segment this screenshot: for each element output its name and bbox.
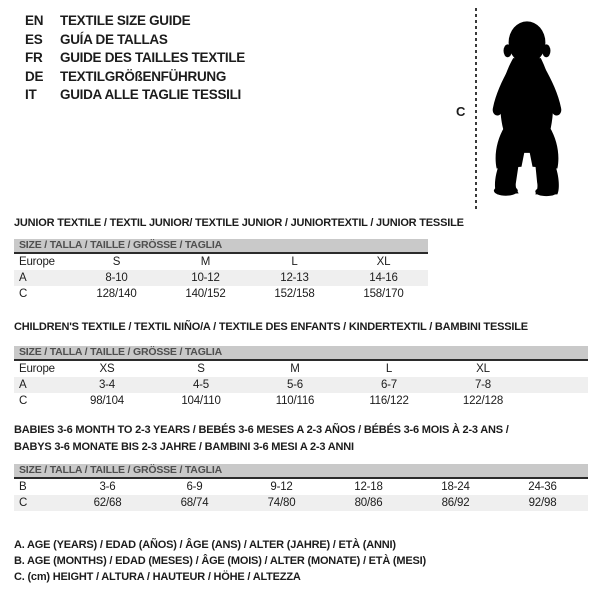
section-title-children: CHILDREN'S TEXTILE / TEXTIL NIÑO/A / TEXTILE DES ENFANTS / KINDERTEXTIL / BAMBINI TESSILE bbox=[14, 321, 528, 333]
table-cell: 92/98 bbox=[528, 497, 557, 509]
language-list bbox=[25, 12, 245, 105]
table-cell: XL bbox=[376, 256, 391, 268]
measure-legend bbox=[14, 537, 426, 585]
table-cell: 18-24 bbox=[441, 481, 470, 493]
table-cell: 14-16 bbox=[369, 272, 398, 284]
table-row bbox=[14, 270, 428, 286]
table-row bbox=[14, 495, 588, 511]
size-bar: SIZE / TALLA / TAILLE / GRÖSSE / TAGLIA bbox=[14, 346, 588, 361]
babies-size-table bbox=[14, 464, 588, 511]
table-cell: 74/80 bbox=[267, 497, 296, 509]
table-cell: 86/92 bbox=[441, 497, 470, 509]
table-cell: L bbox=[385, 363, 393, 375]
row-label: C bbox=[19, 497, 28, 509]
table-cell: S bbox=[197, 363, 205, 375]
language-code: EN bbox=[25, 13, 44, 28]
table-cell: M bbox=[200, 256, 211, 268]
table-cell: 158/170 bbox=[363, 288, 404, 300]
table-cell: 4-5 bbox=[192, 379, 210, 391]
row-label: A bbox=[19, 379, 27, 391]
legend-line-c: C. (cm) HEIGHT / ALTURA / HAUTEUR / HÖHE / ALTEZZA bbox=[14, 571, 301, 583]
children-size-table bbox=[14, 346, 588, 409]
legend-line-b: B. AGE (MONTHS) / EDAD (MESES) / ÂGE (MOIS) / ALTER (MONATE) / ETÀ (MESI) bbox=[14, 555, 426, 567]
language-code: FR bbox=[25, 50, 43, 65]
row-label: Europe bbox=[19, 256, 55, 268]
table-cell: 6-9 bbox=[186, 481, 203, 493]
size-bar: SIZE / TALLA / TAILLE / GRÖSSE / TAGLIA bbox=[14, 464, 588, 479]
section-title-babies-line1: BABIES 3-6 MONTH TO 2-3 YEARS / BEBÉS 3-6 MESES A 2-3 AÑOS / BÉBÉS 3-6 MOIS À 2-3 ANS / bbox=[14, 424, 509, 436]
table-cell: 12-13 bbox=[280, 272, 309, 284]
table-cell: 152/158 bbox=[274, 288, 315, 300]
table-cell: 9-12 bbox=[270, 481, 293, 493]
table-cell: 5-6 bbox=[286, 379, 304, 391]
table-cell: L bbox=[291, 256, 298, 268]
baby-silhouette bbox=[481, 6, 573, 206]
table-cell: M bbox=[290, 363, 300, 375]
table-row bbox=[14, 377, 588, 393]
table-cell: 10-12 bbox=[191, 272, 220, 284]
table-cell: 110/116 bbox=[275, 395, 315, 407]
table-cell: 3-4 bbox=[98, 379, 116, 391]
table-cell: 62/68 bbox=[93, 497, 122, 509]
table-cell: 12-18 bbox=[354, 481, 383, 493]
height-measure-label: C bbox=[456, 104, 466, 119]
table-cell: 122/128 bbox=[462, 395, 504, 407]
table-cell: 8-10 bbox=[105, 272, 128, 284]
table-row-header bbox=[14, 361, 588, 377]
table-row bbox=[14, 479, 588, 495]
junior-size-table bbox=[14, 239, 428, 302]
guide-title: TEXTILE SIZE GUIDE bbox=[60, 13, 191, 28]
row-label: B bbox=[19, 481, 27, 493]
language-code: IT bbox=[25, 87, 37, 102]
guide-title: GUIDE DES TAILLES TEXTILE bbox=[60, 50, 246, 65]
row-label: C bbox=[19, 288, 28, 300]
row-label: C bbox=[19, 395, 28, 407]
row-label: Europe bbox=[19, 363, 55, 375]
table-row-header bbox=[14, 254, 428, 270]
legend-line-a: A. AGE (YEARS) / EDAD (AÑOS) / ÂGE (ANS) / ALTER (JAHRE) / ETÀ (ANNI) bbox=[14, 539, 396, 551]
section-title-babies-line2: BABYS 3-6 MONATE BIS 2-3 JAHRE / BAMBINI 3-6 MESI A 2-3 ANNI bbox=[14, 441, 354, 453]
table-cell: 104/110 bbox=[181, 395, 221, 407]
guide-title: GUIDA ALLE TAGLIE TESSILI bbox=[60, 87, 241, 102]
size-bar: SIZE / TALLA / TAILLE / GRÖSSE / TAGLIA bbox=[14, 239, 428, 254]
guide-title: GUÍA DE TALLAS bbox=[60, 31, 168, 47]
table-cell: 128/140 bbox=[96, 288, 137, 300]
language-code: DE bbox=[25, 68, 44, 84]
language-code: ES bbox=[25, 31, 43, 47]
table-row bbox=[14, 393, 588, 409]
dotted-measure-line bbox=[474, 8, 478, 212]
table-cell: 6-7 bbox=[380, 379, 398, 391]
table-cell: 7-8 bbox=[474, 379, 492, 391]
table-cell: 116/122 bbox=[369, 395, 409, 407]
table-cell: 98/104 bbox=[90, 395, 124, 407]
table-cell: XS bbox=[99, 363, 115, 375]
guide-title: TEXTILGRÖßENFÜHRUNG bbox=[60, 68, 227, 84]
table-cell: 68/74 bbox=[180, 497, 209, 509]
table-cell: 24-36 bbox=[528, 481, 557, 493]
table-cell: XL bbox=[476, 363, 490, 375]
table-cell: 140/152 bbox=[185, 288, 226, 300]
section-title-junior: JUNIOR TEXTILE / TEXTIL JUNIOR/ TEXTILE JUNIOR / JUNIORTEXTIL / JUNIOR TESSILE bbox=[14, 217, 464, 229]
table-cell: 3-6 bbox=[99, 481, 116, 493]
table-row bbox=[14, 286, 428, 302]
table-cell: 80/86 bbox=[354, 497, 383, 509]
table-cell: S bbox=[112, 256, 121, 268]
section-title-babies bbox=[14, 422, 509, 456]
row-label: A bbox=[19, 272, 27, 284]
